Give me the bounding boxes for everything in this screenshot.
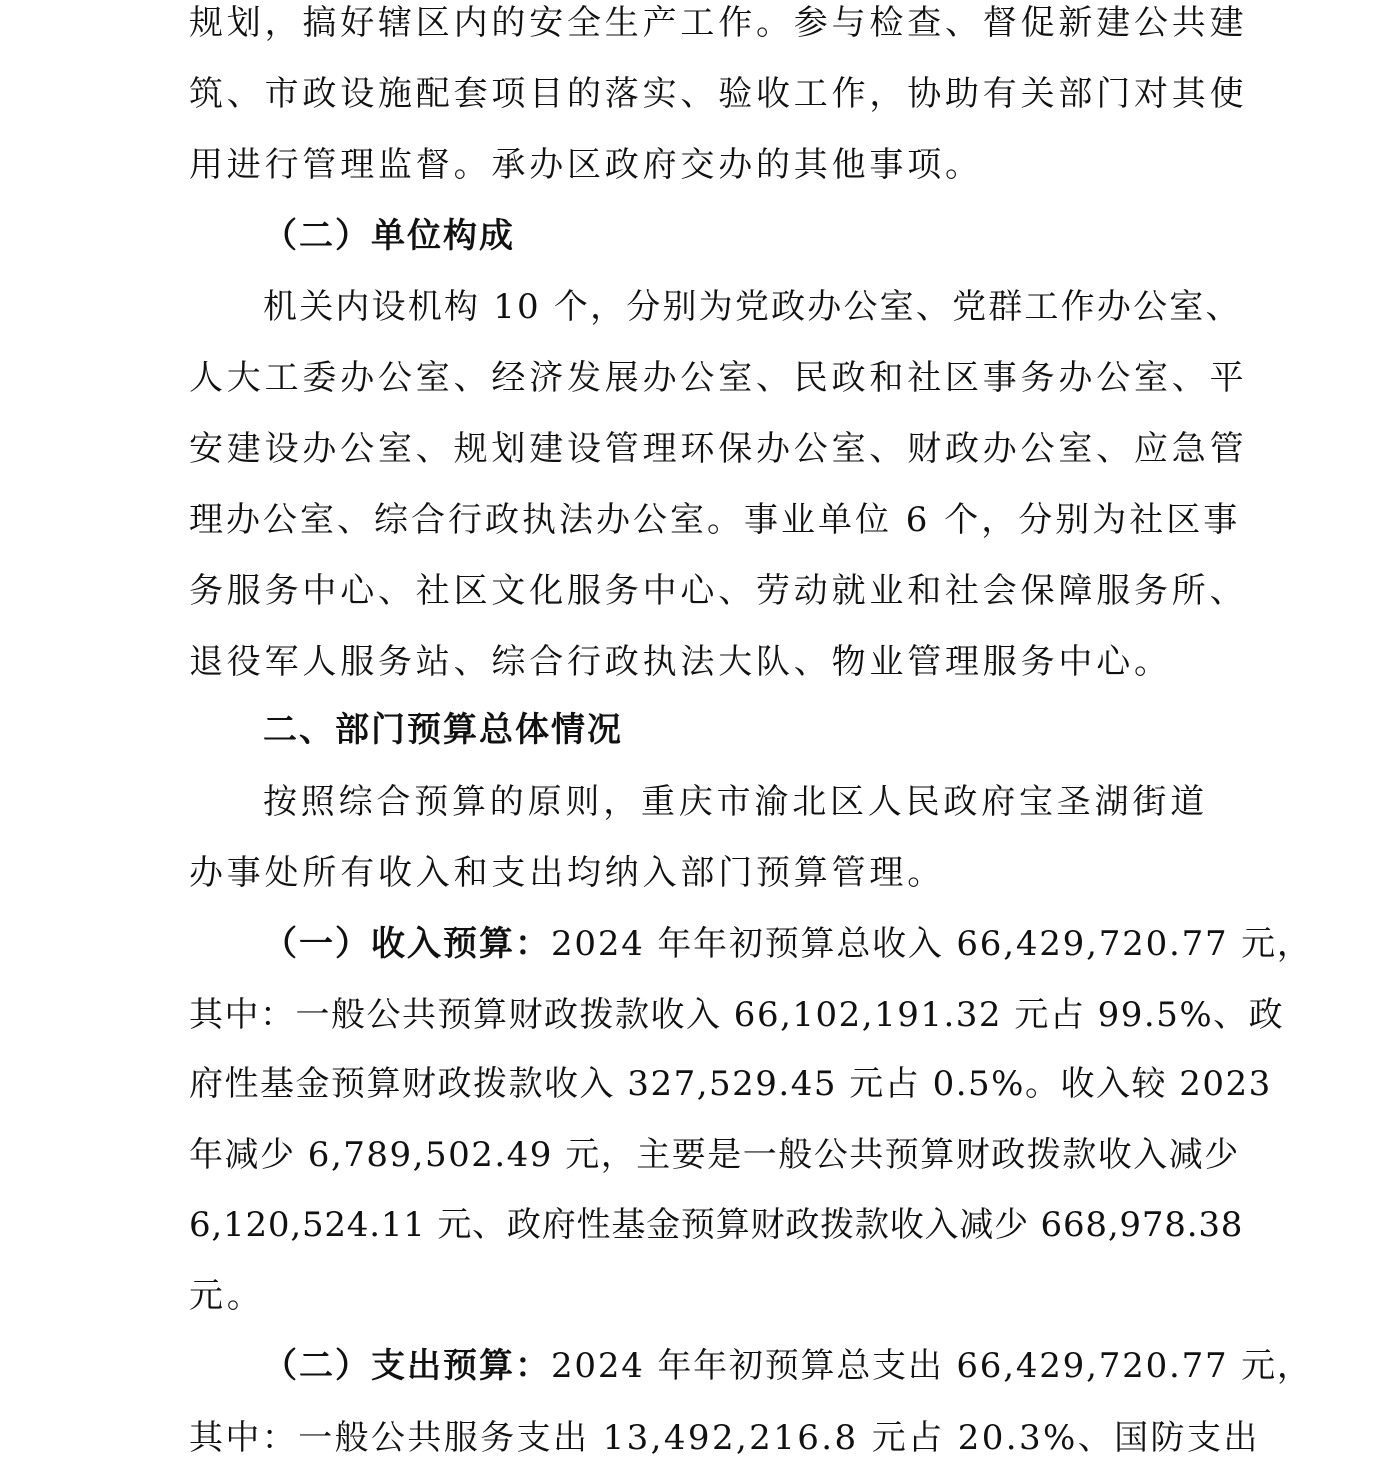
expenditure-budget-heading: （二）支出预算： <box>263 1346 551 1386</box>
text-line: 机关内设机构 10 个，分别为党政办公室、党群工作办公室、 <box>263 287 1242 327</box>
section-heading-unit-composition: （二）单位构成 <box>263 216 515 256</box>
text-line: 退役军人服务站、综合行政执法大队、物业管理服务中心。 <box>189 642 1172 682</box>
income-budget-line <box>263 909 1313 979</box>
text-line: 年减少 6,789,502.49 元，主要是一般公共预算财政拨款收入减少 <box>189 1135 1240 1175</box>
text-line: 6,120,524.11 元、政府性基金预算财政拨款收入减少 668,978.38 <box>189 1205 1244 1245</box>
text-line: 府性基金预算财政拨款收入 327,529.45 元占 0.5%。收入较 2023 <box>189 1064 1272 1104</box>
text-line: 办事处所有收入和支出均纳入部门预算管理。 <box>189 853 945 893</box>
income-budget-text: 2024 年年初预算总收入 66,429,720.77 元， <box>551 924 1313 964</box>
text-line: 元。 <box>189 1276 265 1316</box>
text-line: 理办公室、综合行政执法办公室。事业单位 6 个，分别为社区事 <box>189 500 1241 540</box>
section-heading-budget-overview: 二、部门预算总体情况 <box>263 710 623 750</box>
expenditure-budget-text: 2024 年年初预算总支出 66,429,720.77 元， <box>551 1346 1313 1386</box>
text-line: 用进行管理监督。承办区政府交办的其他事项。 <box>189 145 983 185</box>
text-line: 务服务中心、社区文化服务中心、劳动就业和社会保障服务所、 <box>189 571 1248 611</box>
expenditure-budget-line <box>263 1331 1313 1401</box>
text-line: 人大工委办公室、经济发展办公室、民政和社区事务办公室、平 <box>189 358 1248 398</box>
text-line: 按照综合预算的原则，重庆市渝北区人民政府宝圣湖街道 <box>263 782 1208 822</box>
text-line: 筑、市政设施配套项目的落实、验收工作，协助有关部门对其使 <box>189 74 1248 114</box>
text-line: 其中：一般公共服务支出 13,492,216.8 元占 20.3%、国防支出 <box>189 1418 1260 1458</box>
text-line: 规划，搞好辖区内的安全生产工作。参与检查、督促新建公共建 <box>189 3 1248 43</box>
income-budget-heading: （一）收入预算： <box>263 924 551 964</box>
text-line: 安建设办公室、规划建设管理环保办公室、财政办公室、应急管 <box>189 429 1248 469</box>
text-line: 其中：一般公共预算财政拨款收入 66,102,191.32 元占 99.5%、政 <box>189 995 1285 1035</box>
